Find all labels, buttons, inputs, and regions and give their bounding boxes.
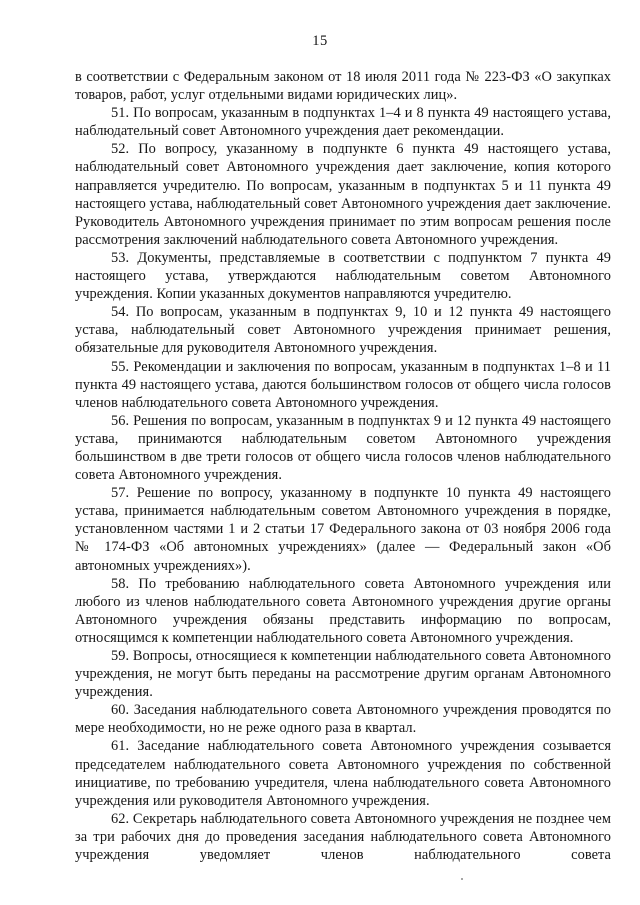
paragraph-61: 61. Заседание наблюдательного совета Автономного учреждения созывается председателем наблюдательного совета Автономного учреждения по собственной инициативе, по требованию учредителя, члена наблюдательного совета Автономного учреждения или руководителя Автономного учреждения. [75,738,611,809]
document-body [75,68,611,864]
scan-speck [461,878,463,880]
paragraph-60: 60. Заседания наблюдательного совета Автономного учреждения проводятся по мере необходимости, но не реже одного раза в квартал. [75,702,611,737]
paragraph-52: 52. По вопросу, указанному в подпункте 6 пункта 49 настоящего устава, наблюдательный совет Автономного учреждения дает заключение, копия которого направляется учредителю. По вопросам, указанным в подпунктах 5 и 11 пункта 49 настоящего устава, наблюдательный совет Автономного учреждения дает заключение. Руководитель Автономного учреждения принимает по этим вопросам решения после рассмотрения заключений наблюдательного совета Автономного учреждения. [75,141,611,248]
paragraph-56: 56. Решения по вопросам, указанным в подпунктах 9 и 12 пункта 49 настоящего устава, принимаются наблюдательным советом Автономного учреждения большинством в две трети голосов от общего числа голосов членов наблюдательного совета Автономного учреждения. [75,412,611,484]
paragraph-55: 55. Рекомендации и заключения по вопросам, указанным в подпунктах 1–8 и 11 пункта 49 настоящего устава, даются большинством голосов от общего числа голосов членов наблюдательного совета Автономного учреждения. [75,358,611,411]
page-number: 15 [312,33,328,49]
paragraph-62: 62. Секретарь наблюдательного совета Автономного учреждения не позднее чем за три рабочих дня до проведения заседания наблюдательного совета Автономного учреждения уведомляет членов наблюдательного совета [75,810,611,864]
paragraph-53: 53. Документы, представляемые в соответствии с подпунктом 7 пункта 49 настоящего устава, утверждаются наблюдательным советом Автономного учреждения. Копии указанных документов направляются учредителю. [75,249,611,303]
paragraph-51: 51. По вопросам, указанным в подпунктах 1–4 и 8 пункта 49 настоящего устава, наблюдательный совет Автономного учреждения дает рекомендации. [75,105,611,140]
paragraph-57: 57. Решение по вопросу, указанному в подпункте 10 пункта 49 настоящего устава, принимается наблюдательным советом Автономного учреждения в порядке, установленном частями 1 и 2 статьи 17 Федерального закона от 03 ноября 2006 года № 174-ФЗ «Об автономных учреждениях» (далее — Федеральный закон «Об автономных учреждениях»). [75,485,611,574]
paragraph-58: 58. По требованию наблюдательного совета Автономного учреждения или любого из членов наблюдательного совета Автономного учреждения другие органы Автономного учреждения обязаны представить информацию по вопросам, относящимся к компетенции наблюдательного совета Автономного учреждения. [75,575,611,646]
paragraph-59: 59. Вопросы, относящиеся к компетенции наблюдательного совета Автономного учреждения, не могут быть переданы на рассмотрение другим органам Автономного учреждения. [75,648,611,701]
paragraph-54: 54. По вопросам, указанным в подпунктах 9, 10 и 12 пункта 49 настоящего устава, наблюдательный совет Автономного учреждения принимает решения, обязательные для руководителя Автономного учреждения. [75,304,611,357]
paragraph-continuation: в соответствии с Федеральным законом от 18 июля 2011 года № 223-ФЗ «О закупках товаров, работ, услуг отдельными видами юридических лиц». [75,69,611,104]
